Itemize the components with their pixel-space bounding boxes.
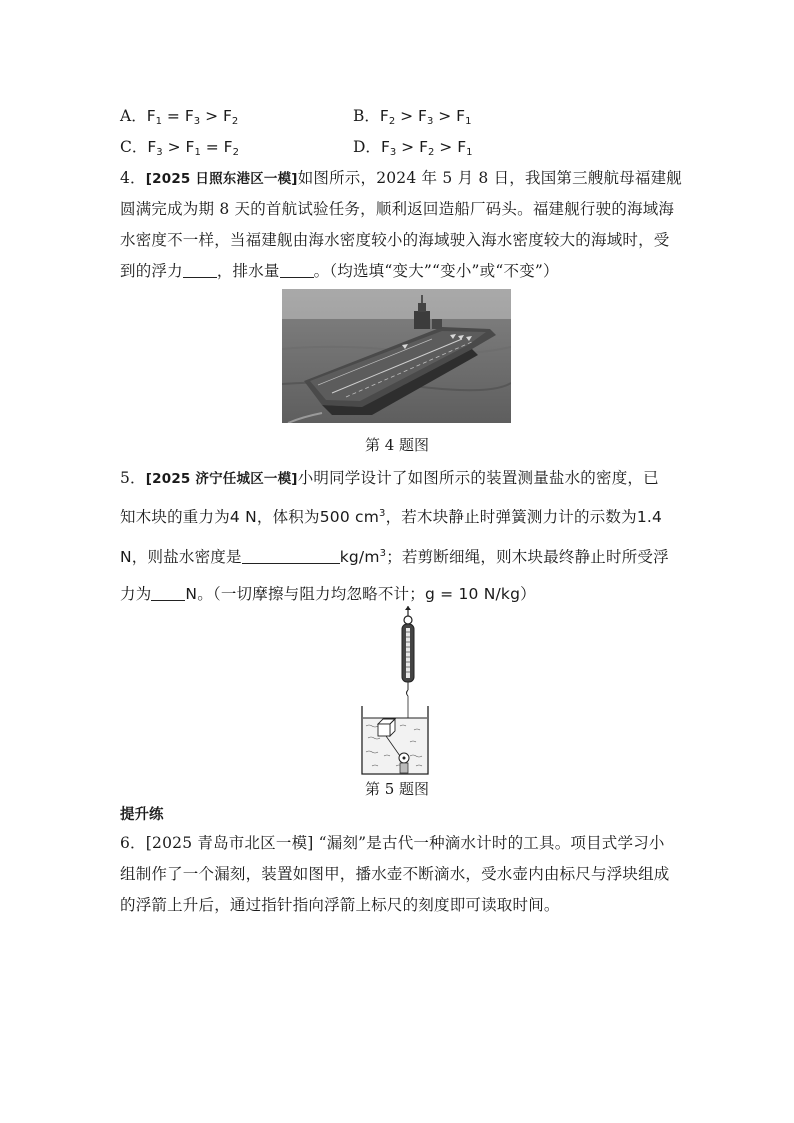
q5-source: [2025 济宁任城区一模]: [145, 471, 298, 487]
q4-figure-caption: 第 4 题图: [364, 436, 430, 454]
q5-blank-buoyancy[interactable]: [151, 586, 185, 601]
option-b: [353, 104, 471, 127]
option-a-label: A．: [120, 107, 147, 125]
option-d-label: D．: [353, 138, 381, 156]
option-b-text: $F_2 > F_3 > F_1$: [379, 107, 472, 127]
q5-line-3: N，则盐水密度是 $kg/m^3$；若剪断细绳，则木块最终静止时所受浮: [120, 547, 669, 566]
spring-scale-apparatus-diagram: [360, 606, 430, 776]
option-b-label: B．: [353, 107, 380, 125]
q4-source: [2025 日照东港区一模]: [145, 171, 298, 187]
section-heading: 提升练: [120, 807, 164, 823]
option-a-text: $F_1 = F_3 > F_2$: [146, 107, 239, 127]
q6-line-1: 6．[2025 青岛市北区一模] “漏刻”是古代一种滴水计时的工具。项目式学习小: [120, 834, 665, 852]
q4-blank-displacement[interactable]: [280, 263, 314, 278]
q4-line-1: 4．[2025 日照东港区一模]如图所示，2024 年 5 月 8 日，我国第三艘航母福建舰: [120, 169, 682, 187]
option-c-text: $F_3 > F_1 = F_2$: [147, 138, 239, 158]
option-d: [353, 135, 473, 158]
option-c-label: C．: [120, 138, 148, 156]
q4-line-2: 圆满完成为期 8 天的首航试验任务，顺利返回造船厂码头。福建舰行驶的海域海: [120, 200, 675, 218]
q5-blank-density[interactable]: [242, 549, 340, 564]
q5-line-2: 知木块的重力为4 N，体积为500 $cm^3$，若木块静止时弹簧测力计的示数为1.4: [120, 507, 663, 526]
q5-line-4: 力为 N。（一切摩擦与阻力均忽略不计；g = 10 N/kg）: [120, 585, 536, 603]
q4-line-4: 到的浮力 ，排水量 。（均选填“变大”“变小”或“不变”）: [120, 262, 559, 280]
option-d-text: $F_3 > F_2 > F_1$: [380, 138, 473, 158]
q4-blank-buoyancy[interactable]: [183, 263, 217, 278]
option-a: [120, 104, 238, 127]
option-c: [120, 135, 239, 158]
q6-line-3: 的浮箭上升后，通过指针指向浮箭上标尺的刻度即可读取时间。: [120, 896, 560, 914]
q5-line-1: 5．[2025 济宁任城区一模]小明同学设计了如图所示的装置测量盐水的密度，已: [120, 469, 659, 487]
q6-line-2: 组制作了一个漏刻，装置如图甲，播水壶不断滴水，受水壶内由标尺与浮块组成: [120, 865, 670, 883]
q4-number: 4．: [120, 169, 146, 187]
q4-line-3: 水密度不一样，当福建舰由海水密度较小的海域驶入海水密度较大的海域时，受: [120, 231, 670, 249]
q5-figure-caption: 第 5 题图: [364, 780, 430, 798]
q5-number: 5．: [120, 469, 146, 487]
aircraft-carrier-photo: [282, 289, 511, 423]
